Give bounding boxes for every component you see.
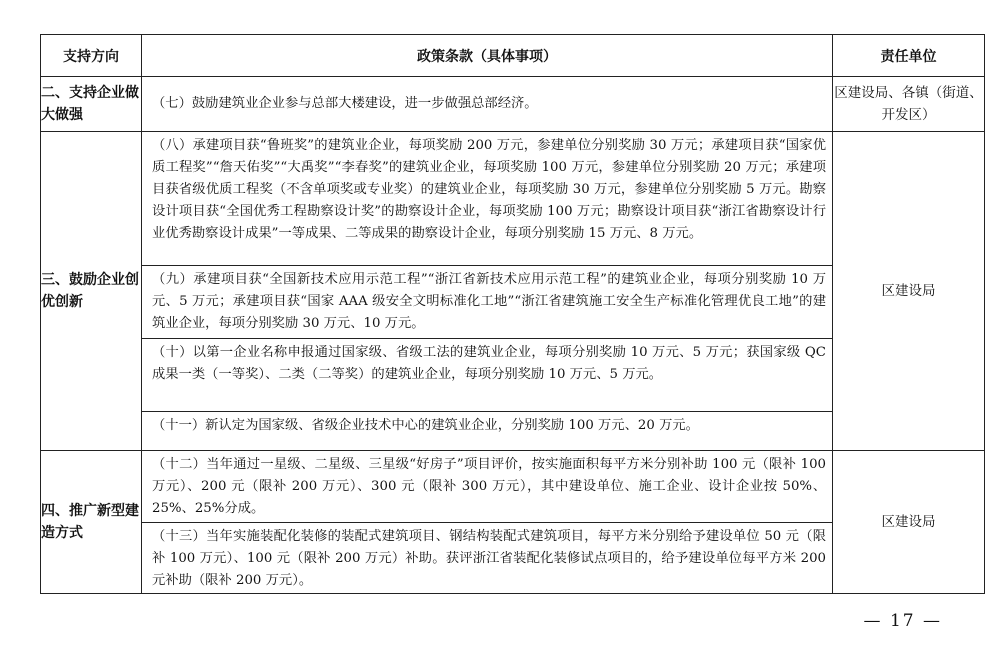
policy-item: （十二）当年通过一星级、二星级、三星级“好房子”项目评价，按实施面积每平方米分别补助 100 元（限补 100 万元）、200 元（限补 200 万元）、300 元（限补 300 万元），其中建设单位、施工企业、设计企业按 50%、25%、25%分成。: [142, 451, 832, 523]
table-row: [41, 451, 985, 594]
policy-item: （十三）当年实施装配化装修的装配式建筑项目、钢结构装配式建筑项目，每平方米分别给予建设单位 50 元（限补 100 万元）、100 元（限补 200 万元）补助。获评浙江省装配化装修试点项目的，给予建设单位每平方米 200 元补助（限补 200 万元）。: [152, 529, 826, 588]
table-row: [41, 132, 985, 451]
policy-item: （十一）新认定为国家级、省级企业技术中心的建筑业企业，分别奖励 100 万元、20 万元。: [152, 418, 699, 433]
unit-cell: 区建设局: [833, 132, 985, 451]
unit-cell: 区建设局: [833, 451, 985, 594]
policy-item: （十）以第一企业名称申报通过国家级、省级工法的建筑业企业，每项分别奖励 10 万元、5 万元；获国家级 QC 成果一类（一等奖）、二类（二等奖）的建筑业企业，每项分别奖励 10 万元、5 万元。: [142, 339, 832, 412]
header-policy: 政策条款（具体事项）: [142, 35, 833, 77]
table-row: [41, 77, 985, 132]
header-direction: 支持方向: [41, 35, 142, 77]
policy-item: （七）鼓励建筑业企业参与总部大楼建设，进一步做强总部经济。: [152, 96, 538, 111]
direction-cell: 二、支持企业做大做强: [41, 77, 142, 132]
policy-table: [40, 34, 985, 594]
policy-cell: [142, 77, 833, 132]
direction-cell: 三、鼓励企业创优创新: [41, 132, 142, 451]
policy-item: （八）承建项目获“鲁班奖”的建筑业企业，每项奖励 200 万元，参建单位分别奖励 30 万元；承建项目获“国家优质工程奖”“詹天佑奖”“大禹奖”“李春奖”的建筑业企业，每项奖励 100 万元，参建单位分别奖励 20 万元；承建项目获省级优质工程奖（不含单项奖或专业奖）的建筑业企业，每项奖励 30 万元，参建单位分别奖励 5 万元。勘察设计项目获“全国优秀工程勘察设计奖”的勘察设计企业，每项奖励 100 万元；勘察设计项目获“浙江省勘察设计行业优秀勘察设计成果”一等成果、二等成果的勘察设计企业，每项分别奖励 15 万元、8 万元。: [142, 132, 832, 266]
policy-item: （九）承建项目获“全国新技术应用示范工程”“浙江省新技术应用示范工程”的建筑业企业，每项分别奖励 10 万元、5 万元；承建项目获“国家 AAA 级安全文明标准化工地”“浙江省建筑施工安全生产标准化管理优良工地”的建筑业企业，每项分别奖励 30 万元、10 万元。: [142, 266, 832, 339]
policy-cell: [142, 451, 833, 594]
header-unit: 责任单位: [833, 35, 985, 77]
table-header-row: [41, 35, 985, 77]
policy-cell: [142, 132, 833, 451]
unit-cell: 区建设局、各镇（街道、开发区）: [833, 77, 985, 132]
page-number: — 17 —: [863, 611, 942, 631]
direction-cell: 四、推广新型建造方式: [41, 451, 142, 594]
